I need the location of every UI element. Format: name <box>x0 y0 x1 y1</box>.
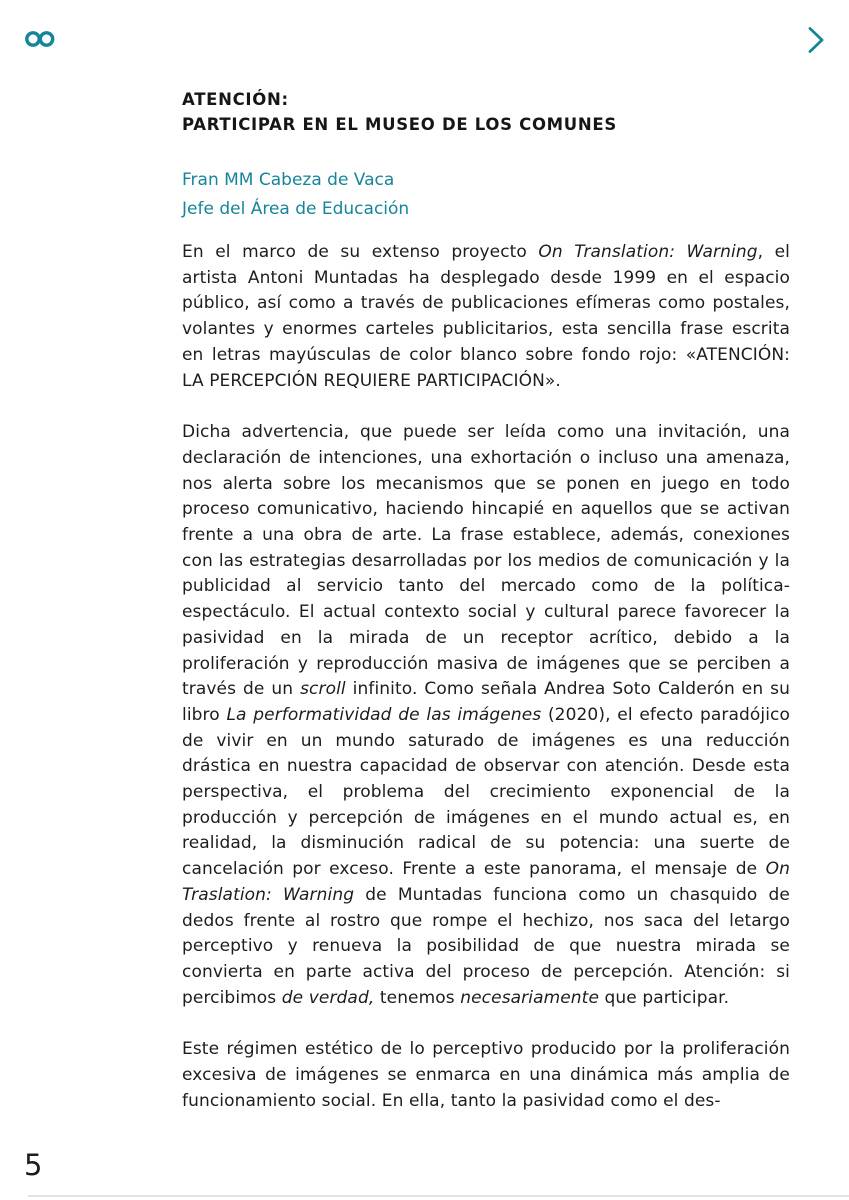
paragraph: En el marco de su extenso proyecto On Translation: Warning, el artista Antoni Muntadas ha desplegado desde 1999 en el espacio público, así como a través de publicaciones efímeras como postales, volantes y enormes carteles publicitarios, esta sencilla frase escrita en letras mayúsculas de color blanco sobre fondo rojo: «ATENCIÓN: LA PERCEPCIÓN REQUIERE PARTICIPACIÓN». <box>182 242 790 391</box>
infinity-logo-button[interactable] <box>24 29 56 49</box>
author-block <box>182 166 790 223</box>
infinity-icon <box>24 29 56 49</box>
page-number: 5 <box>24 1148 43 1182</box>
page-title-line1: ATENCIÓN: <box>182 90 289 109</box>
page-title-line2: PARTICIPAR EN EL MUSEO DE LOS COMUNES <box>182 115 617 134</box>
body-paragraphs <box>182 240 790 1115</box>
author-role: Jefe del Área de Educación <box>182 198 410 219</box>
paragraph: Este régimen estético de lo perceptivo producido por la proliferación excesiva de imágenes se enmarca en una dinámica más amplia de funcionamiento social. En ella, tanto la pasividad como el des- <box>182 1039 790 1111</box>
next-page-button[interactable] <box>806 26 826 54</box>
paragraph: Dicha advertencia, que puede ser leída como una invitación, una declaración de intenciones, una exhortación o incluso una amenaza, nos alerta sobre los mecanismos que se ponen en juego en todo proceso comunicativo, haciendo hincapié en aquellos que se activan frente a una obra de arte. La frase establece, además, conexiones con las estrategias desarrolladas por los medios de comunicación y la publicidad al servicio tanto del mercado como de la política-espectáculo. El actual contexto social y cultural parece favorecer la pasividad en la mirada de un receptor acrítico, debido a la proliferación y reproducción masiva de imágenes que se perciben a través de un scroll infinito. Como señala Andrea Soto Calderón en su libro La performatividad de las imágenes (2020), el efecto paradójico de vivir en un mundo saturado de imágenes es una reducción drástica en nuestra capacidad de observar con atención. Desde esta perspectiva, el problema del crecimiento exponencial de la producción y percepción de imágenes en el mundo actual es, en realidad, la disminución radical de su potencia: una suerte de cancelación por exceso. Frente a este panorama, el mensaje de On Traslation: Warning de Muntadas funciona como un chasquido de dedos frente al rostro que rompe el hechizo, nos saca del letargo perceptivo y renueva la posibilidad de que nuestra mirada se convierta en parte activa del proceso de percepción. Atención: si percibimos de verdad, tenemos necesariamente que participar. <box>182 422 791 1008</box>
chevron-right-icon <box>806 26 826 54</box>
article <box>182 87 790 1115</box>
page-bottom-edge <box>28 1195 849 1197</box>
page-title <box>182 87 790 137</box>
author-name: Fran MM Cabeza de Vaca <box>182 170 395 190</box>
